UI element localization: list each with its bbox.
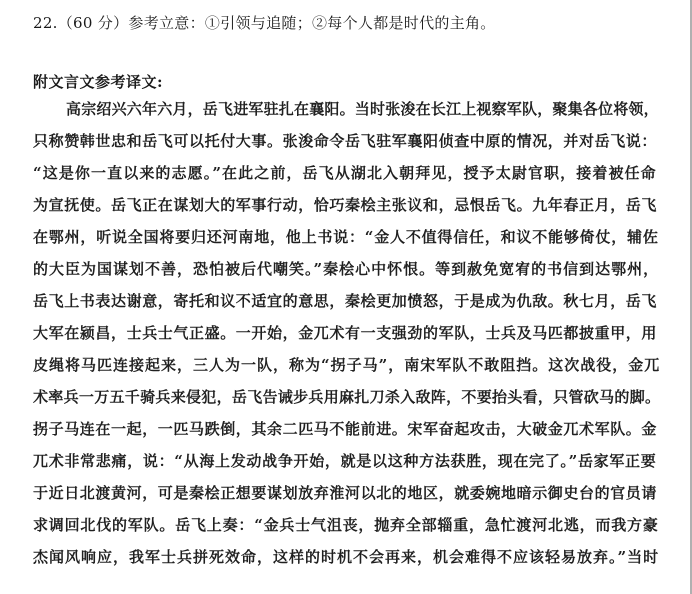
paragraph-line: 于近日北渡黄河，可是秦桧正想要谋划放弃淮河以北的地区，就委婉地暗示御史台的官员请 [33,484,658,502]
section-title: 附文言文参考译文: [33,73,164,91]
paragraph-line: 高宗绍兴六年六月，岳飞进军驻扎在襄阳。当时张浚在长江上视察军队，聚集各位将领， [66,100,659,118]
paragraph-line: 的大臣为国谋划不善，恐怕被后代嘲笑。”秦桧心中怀恨。等到赦免宽宥的书信到达鄂州， [33,260,660,278]
paragraph-line: 在鄂州，听说全国将要归还河南地，他上书说：“金人不值得信任，和议不能够倚仗，辅佐 [33,228,659,246]
paragraph-line: 为宣抚使。岳飞正在谋划大的军事行动，恰巧秦桧主张议和，忌恨岳飞。九年春正月，岳飞 [33,196,658,214]
paragraph-line: 求调回北伐的军队。岳飞上奏：“金兵士气沮丧，抛弃全部辎重，急忙渡河北逃，而我方豪 [33,516,659,534]
paragraph-line: “这是你一直以来的志愿。”在此之前，岳飞从湖北入朝拜见，授予太尉官职，接着被任命 [33,164,657,182]
paragraph-line: 皮绳将马匹连接起来，三人为一队，称为“拐子马”，南宋军队不敢阻挡。这次战役，金兀 [33,356,661,374]
paragraph-line: 岳飞上书表达谢意，寄托和议不适宜的意思，秦桧更加愤怒，于是成为仇敌。秋七月，岳飞 [33,292,658,310]
paragraph-line: 拐子马连在一起，一匹马跌倒，其余二匹马不能前进。宋军奋起攻击，大破金兀术军队。金 [33,420,658,438]
answer-line: 22.（60 分）参考立意：①引领与追随；②每个人都是时代的主角。 [33,14,496,32]
paragraph-line: 杰闻风响应，我军士兵拼死效命，这样的时机不会再来，机会难得不应该轻易放弃。”当时 [33,548,660,566]
paragraph-line: 只称赞韩世忠和岳飞可以托付大事。张浚命令岳飞驻军襄阳侦查中原的情况，并对岳飞说： [33,132,658,150]
paragraph-line: 兀术非常悲痛，说：“从海上发动战争开始，就是以这种方法获胜，现在完了。”岳家军正要 [33,452,657,470]
paragraph-line: 术率兵一万五千骑兵来侵犯，岳飞告诫步兵用麻扎刀杀入敌阵，不要抬头看，只管砍马的脚。 [33,388,661,406]
paragraph-line: 大军在颍昌，士兵士气正盛。一开始，金兀术有一支强劲的军队，士兵及马匹都披重甲，用 [33,324,658,342]
